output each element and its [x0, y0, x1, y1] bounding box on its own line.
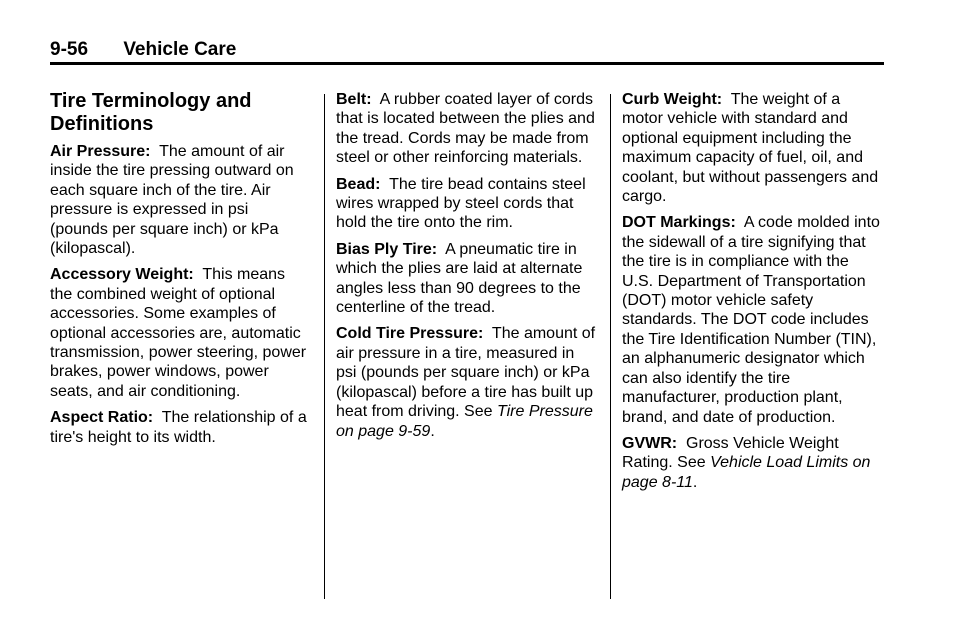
definition-text: The tire bead contains steel wires wrapped by steel cords that hold the tire onto the rim.	[336, 175, 586, 232]
term: GVWR:	[622, 434, 678, 452]
definition-text: The amount of air pressure in a tire, measured in psi (pounds per square inch) or kPa (kilopascal) before a tire has built up heat from driving. See	[336, 325, 596, 421]
column-3	[622, 90, 882, 499]
definition-text: This means the combined weight of optional accessories. Some examples of optional accessories are, automatic transmission, power steering, power brakes, power windows, power seats, and air conditioning.	[50, 266, 307, 400]
definition-accessory-weight	[50, 265, 310, 401]
term: Accessory Weight:	[50, 266, 194, 284]
definition-bead	[336, 175, 596, 233]
ref-suffix: .	[430, 422, 435, 440]
definition-text: The relationship of a tire's height to its width.	[50, 409, 307, 446]
definition-belt	[336, 90, 596, 168]
column-1	[50, 90, 310, 454]
definition-text: A code molded into the sidewall of a tire signifying that the tire is in compliance with the U.S. Department of Transportation (DOT) motor vehicle safety standards. The DOT code includes the Tire Identification Number (TIN), an alphanumeric designator which can also identify the tire manufacturer, production plant, brand, and date of production.	[622, 214, 880, 426]
term: Belt:	[336, 91, 372, 108]
definition-text: A rubber coated layer of cords that is located between the plies and the tread. Cords may be made from steel or other reinforcing materials.	[336, 91, 595, 167]
section-heading: Tire Terminology and Definitions	[50, 90, 252, 135]
definition-air-pressure	[50, 142, 310, 258]
cross-reference-link[interactable]: Vehicle Load Limits on page 8-11	[622, 454, 871, 491]
page-number: 9-56	[50, 39, 89, 60]
definition-text: Gross Vehicle Weight Rating. See	[622, 434, 839, 472]
definition-dot-markings	[622, 213, 882, 426]
definition-aspect-ratio	[50, 408, 310, 447]
definition-text: The weight of a motor vehicle with standard and optional equipment including the maximum capacity of fuel, oil, and coolant, but without passengers and cargo.	[622, 91, 879, 206]
term: Cold Tire Pressure:	[336, 325, 484, 343]
column-2	[336, 90, 596, 448]
section-title: Vehicle Care	[123, 39, 237, 60]
term: Curb Weight:	[622, 91, 723, 108]
definition-bias-ply-tire	[336, 240, 596, 318]
term: Bead:	[336, 175, 381, 193]
definition-text: A pneumatic tire in which the plies are laid at alternate angles less than 90 degrees to the centerline of the tread.	[336, 240, 583, 317]
term: Air Pressure:	[50, 143, 151, 160]
cross-reference-link[interactable]: Tire Pressure on page 9-59	[336, 403, 593, 440]
term: Aspect Ratio:	[50, 409, 154, 427]
term: Bias Ply Tire:	[336, 240, 438, 258]
column-divider	[610, 94, 611, 599]
term: DOT Markings:	[622, 214, 736, 232]
definition-curb-weight	[622, 90, 882, 206]
ref-suffix: .	[692, 473, 698, 491]
definition-text: The amount of air inside the tire pressing outward on each square inch of the tire. Air pressure is expressed in psi (pounds per square inch) or kPa (kilopascal).	[50, 143, 294, 258]
page-header	[50, 39, 884, 63]
column-divider	[324, 94, 325, 599]
definition-gvwr	[622, 434, 882, 492]
header-rule	[50, 62, 884, 65]
definition-cold-tire-pressure	[336, 324, 596, 440]
